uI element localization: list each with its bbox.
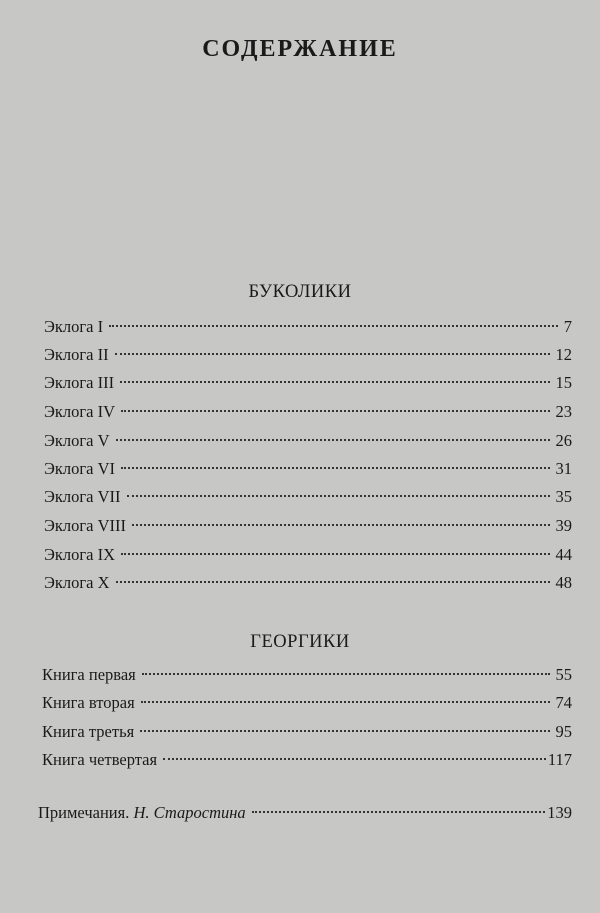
toc-entry [42, 692, 572, 714]
entry-page-number: 26 [555, 431, 572, 450]
entry-title: Эклога III [44, 373, 115, 392]
entry-title: Эклога V [44, 431, 110, 450]
entry-page-number: 31 [555, 459, 572, 478]
dot-leader [127, 495, 550, 497]
notes-author: Н. Старостина [133, 803, 246, 822]
entry-page-number: 7 [563, 317, 572, 336]
entry-title: Книга третья [42, 722, 135, 741]
toc-entry [44, 572, 572, 594]
dot-leader [140, 730, 549, 732]
toc-entry [42, 664, 572, 686]
toc-entry [44, 401, 572, 423]
dot-leader [120, 381, 549, 383]
entry-title: Эклога IX [44, 545, 116, 564]
dot-leader [132, 524, 549, 526]
dot-leader [116, 439, 550, 441]
dot-leader [121, 410, 549, 412]
entry-title: Эклога VI [44, 459, 116, 478]
entry-title: Книга четвертая [42, 750, 158, 769]
toc-entry-notes [38, 802, 572, 824]
toc-entry [42, 749, 572, 771]
toc-entry [44, 430, 572, 452]
entry-title: Эклога VIII [44, 516, 127, 535]
toc-entry [44, 486, 572, 508]
dot-leader [121, 467, 549, 469]
entry-page-number: 139 [547, 803, 572, 822]
entry-title: Книга вторая [42, 693, 135, 712]
entry-page-number: 44 [555, 545, 572, 564]
dot-leader [109, 325, 558, 327]
entry-page-number: 35 [555, 487, 572, 506]
dot-leader [142, 673, 550, 675]
toc-entry [44, 372, 572, 394]
section-heading-georgics: ГЕОРГИКИ [250, 632, 350, 652]
dot-leader [163, 758, 546, 760]
entry-page-number: 23 [555, 402, 572, 421]
entry-page-number: 55 [555, 665, 572, 684]
entry-page-number: 15 [555, 373, 572, 392]
entry-page-number: 12 [555, 345, 572, 364]
entry-title: Эклога I [44, 317, 104, 336]
page-title: СОДЕРЖАНИЕ [202, 36, 398, 62]
toc-entry [42, 721, 572, 743]
toc-entry [44, 515, 572, 537]
dot-leader [115, 353, 550, 355]
dot-leader [252, 811, 546, 813]
entry-page-number: 74 [555, 693, 572, 712]
entry-page-number: 117 [547, 750, 572, 769]
entry-page-number: 95 [555, 722, 572, 741]
entry-title: Эклога II [44, 345, 109, 364]
toc-entry [44, 458, 572, 480]
section-heading-bucolics: БУКОЛИКИ [248, 282, 352, 302]
entry-title: Эклога X [44, 573, 110, 592]
notes-label: Примечания. [38, 803, 130, 822]
entry-title: Книга первая [42, 665, 136, 684]
entry-page-number: 39 [555, 516, 572, 535]
dot-leader [121, 553, 549, 555]
entry-page-number: 48 [555, 573, 572, 592]
entry-title: Эклога IV [44, 402, 116, 421]
entry-title: Эклога VII [44, 487, 121, 506]
toc-entry [44, 344, 572, 366]
dot-leader [116, 581, 550, 583]
notes-title [38, 802, 246, 824]
toc-entry [44, 316, 572, 338]
toc-entry [44, 544, 572, 566]
dot-leader [141, 701, 550, 703]
